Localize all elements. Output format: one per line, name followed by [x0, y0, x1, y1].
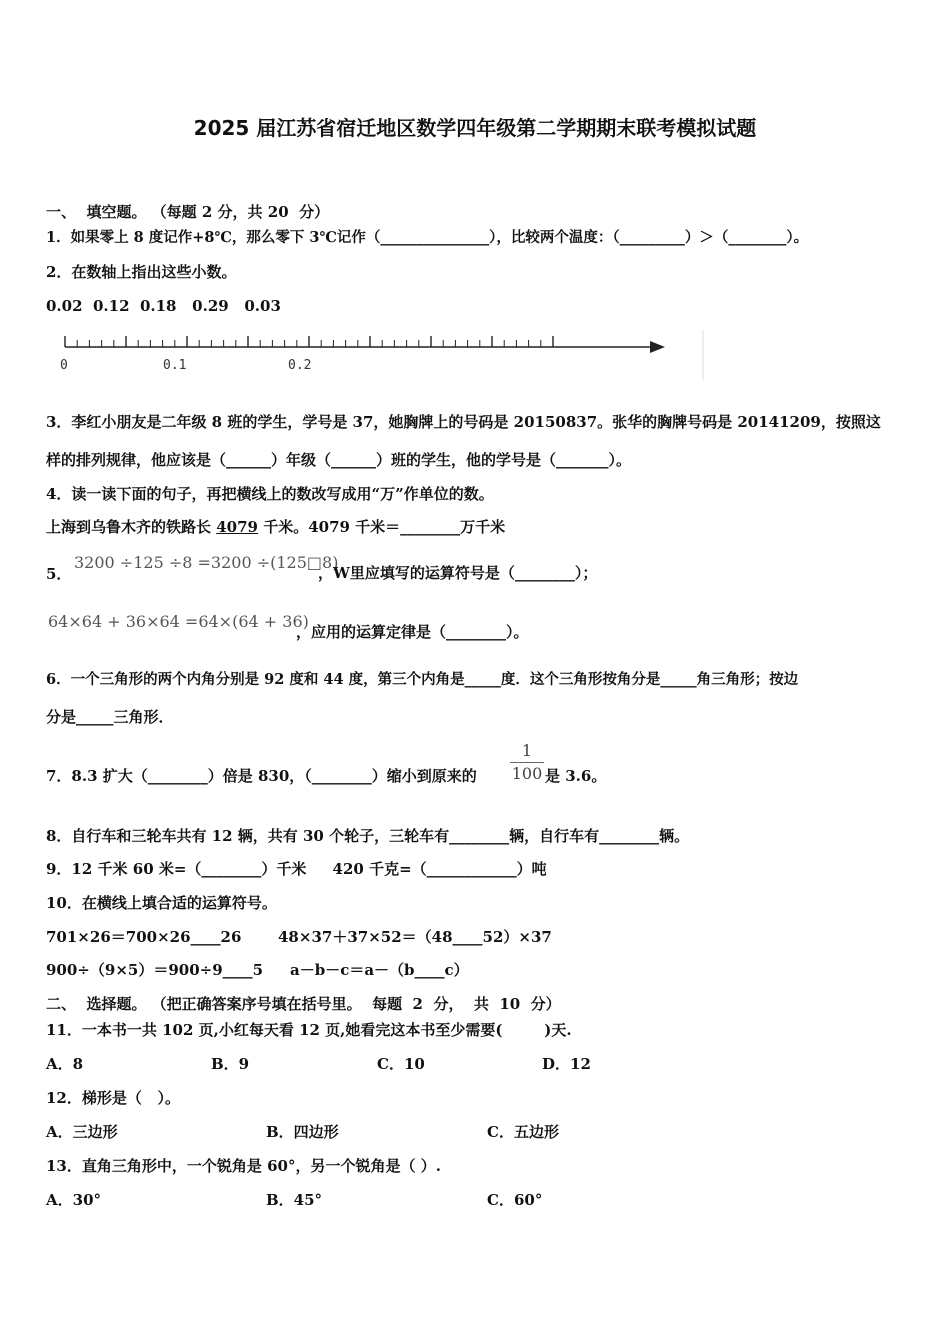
question-12-option-c: C．五边形 — [487, 1123, 559, 1141]
question-7-text-b: 是 3.6。 — [545, 767, 607, 785]
question-5-text: ，W里应填写的运算符号是（________）； — [318, 564, 598, 582]
question-13-option-a: A．30° — [46, 1191, 102, 1209]
question-4-text-b: 千米。4079 千米＝________万千米 — [257, 518, 506, 536]
number-line-label-0.1: 0.1 — [163, 358, 187, 373]
question-5-expression: 3200 ÷125 ÷8 =3200 ÷(125□8) — [74, 553, 339, 572]
question-8: 8．自行车和三轮车共有 12 辆，共有 30 个轮子，三轮车有________辆，自行车有________辆。 — [46, 827, 690, 845]
question-6-line-1: 6．一个三角形的两个内角分别是 92 度和 44 度，第三个内角是_____度．这个三角形按角分是_____角三角形；按边 — [46, 671, 799, 688]
question-11-option-a: A．8 — [46, 1055, 84, 1073]
question-5-number: 5． — [46, 565, 72, 583]
question-11: 11．一本书一共 102 页,小红每天看 12 页,她看完这本书至少需要( )天. — [46, 1021, 572, 1039]
section-2-heading: 二、 选择题。 （把正确答案序号填在括号里。 每题 2 分， 共 10 分） — [46, 995, 561, 1013]
question-11-option-d: D．12 — [542, 1055, 591, 1073]
number-line-ticks — [65, 336, 553, 347]
question-11-option-b: B．9 — [211, 1055, 250, 1073]
question-13: 13．直角三角形中，一个锐角是 60°，另一个锐角是（ ）. — [46, 1157, 441, 1175]
question-12-option-b: B．四边形 — [266, 1123, 339, 1141]
page-title: 2025 届江苏省宿迁地区数学四年级第二学期期末联考模拟试题 — [193, 116, 757, 140]
question-7-fraction — [510, 740, 544, 785]
question-4-line-2 — [46, 517, 505, 537]
question-2: 2．在数轴上指出这些小数。 — [46, 263, 237, 281]
question-12: 12．梯形是（ ）。 — [46, 1089, 181, 1107]
number-line-label-0: 0 — [60, 358, 68, 373]
question-5b-expression: 64×64 + 36×64 =64×(64 + 36) — [48, 612, 309, 631]
question-3-line-2: 样的排列规律，他应该是（______）年级（______）班的学生，他的学号是（_______）。 — [46, 451, 632, 469]
question-10-item-d: a－b－c＝a－（b____c） — [290, 961, 469, 979]
question-11-option-c: C．10 — [377, 1055, 425, 1073]
question-4-line-1: 4．读一读下面的句子，再把横线上的数改写成用“万”作单位的数。 — [46, 485, 494, 503]
question-10-item-a: 701×26＝700×26____26 — [46, 928, 242, 946]
question-5b-text: ，应用的运算定律是（________）。 — [296, 623, 529, 641]
question-2-numbers: 0.02 0.12 0.18 0.29 0.03 — [46, 297, 281, 315]
question-4-text-a: 上海到乌鲁木齐的铁路长 — [46, 518, 217, 536]
question-6-line-2: 分是_____三角形． — [46, 708, 174, 726]
question-1: 1．如果零上 8 度记作+8℃，那么零下 3℃记作（_______________），比较两个温度：（_________）＞（________）。 — [46, 229, 809, 246]
number-line-arrow — [650, 341, 665, 353]
question-7-text-a: 7．8.3 扩大（________）倍是 830，（________）缩小到原来的 — [46, 767, 477, 785]
question-10: 10．在横线上填合适的运算符号。 — [46, 894, 277, 912]
question-4-underlined-number: 4079 — [216, 518, 258, 536]
question-12-option-a: A．三边形 — [46, 1123, 118, 1141]
question-3-line-1: 3．李红小朋友是二年级 8 班的学生，学号是 37，她胸牌上的号码是 20150837。张华的胸牌号码是 20141209，按照这 — [46, 413, 881, 431]
number-line-label-0.2: 0.2 — [288, 358, 312, 373]
question-10-item-c: 900÷（9×5）＝900÷9____5 — [46, 961, 264, 979]
fraction-denominator: 100 — [511, 764, 543, 783]
fraction-numerator: 1 — [510, 740, 544, 763]
question-13-option-b: B．45° — [266, 1191, 323, 1209]
section-1-heading: 一、 填空题。 （每题 2 分，共 20 分） — [46, 203, 330, 221]
question-13-option-c: C．60° — [487, 1191, 543, 1209]
question-10-item-b: 48×37＋37×52＝（48____52）×37 — [278, 928, 552, 946]
question-9: 9．12 千米 60 米=（________）千米 420 千克=（____________）吨 — [46, 860, 547, 878]
number-line — [55, 325, 715, 385]
